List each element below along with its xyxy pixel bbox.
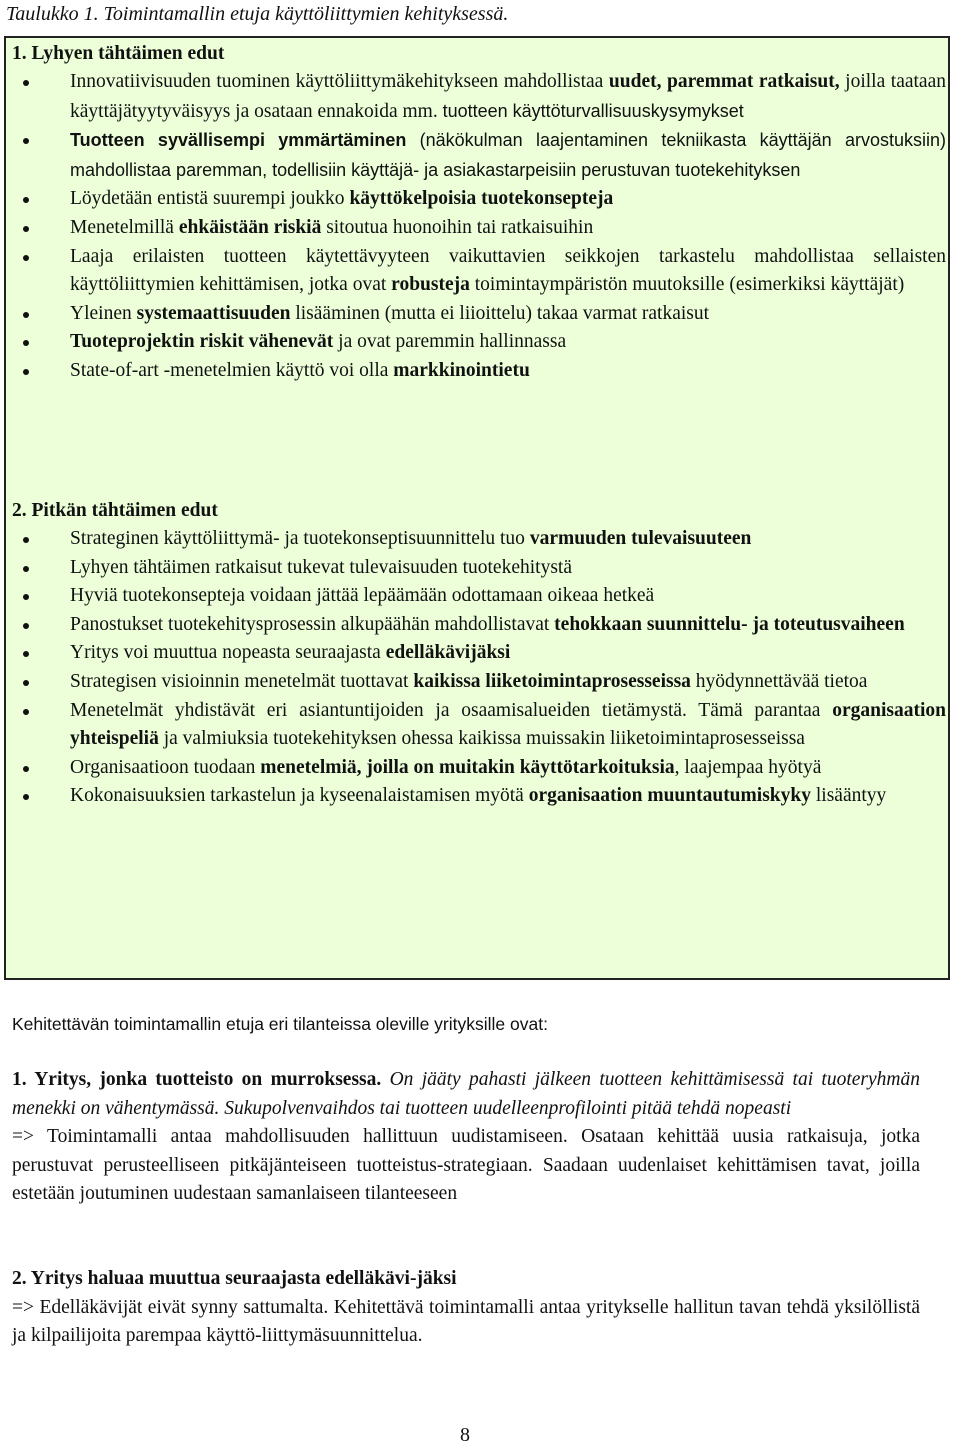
item-text: Panostukset tuotekehitysprosessin alkupäähän mahdollistavat	[70, 613, 555, 635]
bullet-dot-icon	[23, 197, 29, 203]
short_term-bullet-item	[6, 357, 952, 386]
case-2	[12, 1265, 920, 1351]
emphasis-text: kaikissa liiketoimintaprosesseissa	[413, 670, 691, 692]
item-text: lisääminen (mutta ei liioittelu) takaa varmat ratkaisut	[290, 302, 710, 324]
long_term-bullet-item	[6, 554, 952, 583]
bullet-dot-icon	[23, 226, 29, 232]
long_term-bullet-item	[6, 754, 952, 783]
item-text: Kokonaisuuksien tarkastelun ja kyseenalaistamisen myötä	[70, 785, 529, 807]
short_term-bullet-item	[6, 328, 952, 357]
item-text: Organisaatioon tuodaan	[70, 756, 261, 778]
item-text: Menetelmillä	[70, 216, 179, 238]
emphasis-text: markkinointietu	[393, 359, 530, 381]
short_term-bullet-item	[6, 185, 952, 214]
item-text: sitoutua huonoihin tai ratkaisuihin	[321, 216, 594, 238]
bullet-dot-icon	[23, 794, 29, 800]
bullet-dot-icon	[23, 369, 29, 375]
item-text: (näkökulman laajentaminen tekniikasta käyttäjän arvostuksiin) mahdollistaa paremman, todellisiin käyttäjä- ja asiakastarpeisiin perustuvan tuotekehityksen	[70, 130, 946, 180]
emphasis-text: tehokkaan suunnittelu- ja toteutusvaiheen	[554, 613, 905, 635]
long_term-bullet-item	[6, 697, 952, 754]
long_term-bullet-item	[6, 525, 952, 554]
case-1-title: 1. Yritys, jonka tuotteisto on murroksessa.	[12, 1069, 382, 1090]
item-text: Yritys voi muuttua nopeasta seuraajasta	[70, 642, 386, 664]
short_term-bullet-item	[6, 300, 952, 329]
short_term-bullet-item	[6, 68, 952, 126]
short-term-heading: 1. Lyhyen tähtäimen edut	[12, 43, 225, 64]
long_term-bullet-item	[6, 582, 952, 611]
bullet-dot-icon	[23, 623, 29, 629]
bullet-dot-icon	[23, 651, 29, 657]
bullet-dot-icon	[23, 340, 29, 346]
emphasis-text: robusteja	[391, 274, 470, 296]
item-text: lisääntyy	[810, 785, 887, 807]
short_term-bullet-item	[6, 243, 952, 300]
emphasis-text: Tuoteprojektin riskit vähenevät	[70, 331, 334, 353]
case-1-description: On jääty pahasti jälkeen tuotteen kehittämisessä tai tuoteryhmän menekki on vähentymässä. Sukupolvenvaihdos tai tuotteen uudelleenprofilointi pitää tehdä nopeasti	[12, 1069, 920, 1119]
item-text: Strategisen visioinnin menetelmät tuottavat	[70, 670, 414, 692]
item-text: State-of-art -menetelmien käyttö voi olla	[70, 359, 394, 381]
short_term-bullet-item	[6, 214, 952, 243]
emphasis-text: ehkäistään riskiä	[178, 216, 322, 238]
item-text: Menetelmät yhdistävät eri asiantuntijoiden ja osaamisalueiden tietämystä. Tämä parantaa	[70, 699, 833, 721]
bullet-dot-icon	[23, 709, 29, 715]
item-text: ja ovat paremmin hallinnassa	[333, 331, 567, 353]
item-text: tuotteen käyttöturvallisuuskysymykset	[442, 100, 744, 121]
bullet-dot-icon	[23, 312, 29, 318]
emphasis-text: uudet, paremmat ratkaisut,	[608, 71, 840, 92]
case-2-body: => Edelläkävijät eivät synny sattumalta. Kehitettävä toimintamalli antaa yritykselle hallitun tavan tehdä yksilöllistä ja kilpailijoita parempaa käyttö-liittymäsuunnittelua.	[12, 1296, 920, 1346]
emphasis-text: systemaattisuuden	[136, 302, 291, 324]
intro-line: Kehitettävän toimintamallin etuja eri tilanteissa oleville yrityksille ovat:	[12, 1014, 548, 1034]
bullet-dot-icon	[23, 255, 29, 261]
case-1	[12, 1066, 920, 1209]
case-1-body: => Toimintamalli antaa mahdollisuuden hallittuun uudistamiseen. Osataan kehittää uusia ratkaisuja, jotka perustuvat perusteelliseen pitkäjänteiseen tuotteistus-strategiaan. Saadaan uudenlaiset kehittämisen tavat, joilla estetään joutuminen uudestaan samanlaiseen tilanteeseen	[12, 1126, 920, 1204]
long-term-list	[6, 525, 952, 811]
bullet-dot-icon	[23, 680, 29, 686]
item-text: Strateginen käyttöliittymä- ja tuotekonseptisuunnittelu tuo	[70, 528, 530, 549]
emphasis-text: edelläkävijäksi	[385, 642, 511, 664]
emphasis-text: organisaation muuntautumiskyky	[528, 785, 811, 807]
item-text: hyödynnettävää tietoa	[690, 670, 868, 692]
bullet-dot-icon	[23, 537, 29, 543]
emphasis-text: käyttökelpoisia tuotekonsepteja	[349, 188, 614, 210]
bullet-dot-icon	[23, 766, 29, 772]
item-text: toimintaympäristön muutoksille (esimerkiksi käyttäjät)	[469, 274, 905, 296]
emphasis-text: menetelmiä, joilla on muitakin käyttötarkoituksia	[260, 756, 675, 778]
emphasis-text: Tuotteen syvällisempi ymmärtäminen	[70, 130, 407, 151]
bullet-dot-icon	[23, 80, 29, 86]
short-term-list	[6, 68, 952, 386]
item-text: Laaja erilaisten tuotteen käytettävyyteen vaikuttavien seikkojen tarkastelu mahdollistaa sellaisten käyttöliittymien kehittämisen, jotka ovat	[70, 245, 946, 296]
bullet-dot-icon	[23, 566, 29, 572]
long_term-bullet-item	[6, 668, 952, 697]
bullet-dot-icon	[23, 138, 29, 144]
case-2-title: 2. Yritys haluaa muuttua seuraajasta edelläkävi-jäksi	[12, 1268, 457, 1289]
long-term-heading: 2. Pitkän tähtäimen edut	[12, 500, 218, 521]
table-caption: Taulukko 1. Toimintamallin etuja käyttöliittymien kehityksessä.	[6, 3, 509, 25]
emphasis-text: varmuuden tulevaisuuteen	[529, 528, 752, 549]
page-number: 8	[460, 1424, 470, 1446]
item-text: Lyhyen tähtäimen ratkaisut tukevat tulevaisuuden tuotekehitystä	[70, 556, 572, 578]
emphasis-text: organisaation yhteispeliä	[70, 699, 946, 750]
long_term-bullet-item	[6, 782, 952, 811]
bullet-dot-icon	[23, 594, 29, 600]
benefits-table	[4, 36, 950, 980]
item-text: ja valmiuksia tuotekehityksen ohessa kaikissa muissakin liiketoimintaprosesseissa	[158, 728, 805, 750]
item-text: joilla taataan käyttäjätyytyväisyys ja osataan ennakoida mm.	[70, 71, 946, 122]
long_term-bullet-item	[6, 639, 952, 668]
item-text: Yleinen	[70, 302, 137, 324]
item-text: , laajempaa hyötyä	[674, 756, 822, 778]
item-text: Hyviä tuotekonsepteja voidaan jättää lepäämään odottamaan oikeaa hetkeä	[70, 585, 655, 607]
item-text: Innovatiivisuuden tuominen käyttöliittymäkehitykseen mahdollistaa	[70, 71, 609, 92]
item-text: Löydetään entistä suurempi joukko	[70, 188, 350, 210]
short_term-bullet-item	[6, 126, 952, 185]
long_term-bullet-item	[6, 611, 952, 640]
